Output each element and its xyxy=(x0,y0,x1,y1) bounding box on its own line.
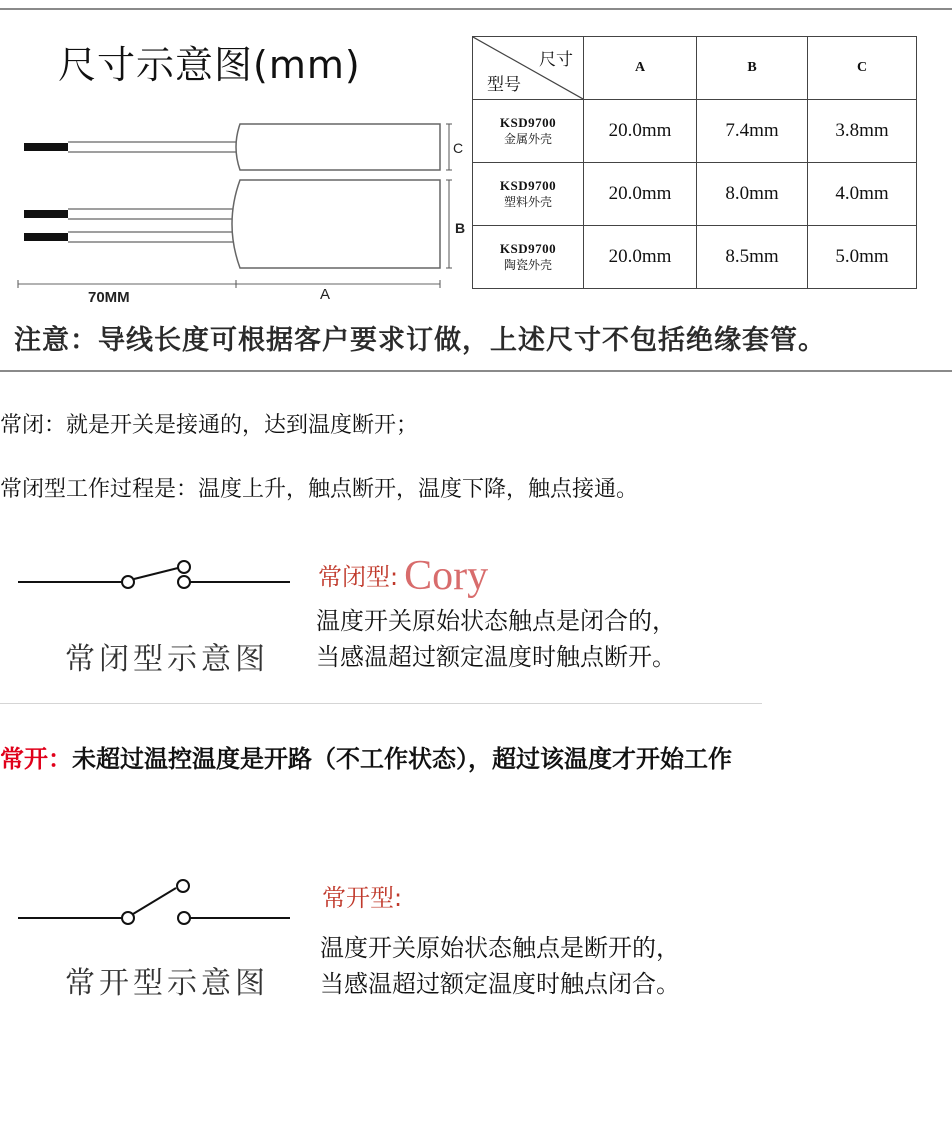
wire-mid-black xyxy=(24,210,68,218)
nc-process: 常闭型工作过程是：温度上升，触点断开，温度下降，触点接通。 xyxy=(0,477,639,502)
value-b: 7.4mm xyxy=(697,100,808,163)
value-a: 20.0mm xyxy=(584,163,697,226)
no-definition-block xyxy=(0,736,945,782)
spec-table xyxy=(472,36,917,289)
no-desc-line1: 温度开关原始状态触点是断开的， xyxy=(320,934,680,962)
nc-definition: 常闭：就是开关是接通的，达到温度断开； xyxy=(0,413,419,438)
label-b: B xyxy=(455,220,466,236)
model-code: KSD9700 xyxy=(499,241,557,256)
model-cell xyxy=(473,163,584,226)
table-corner-header xyxy=(473,37,584,100)
table-header-row xyxy=(473,37,917,100)
component-drawing xyxy=(0,100,475,310)
nc-diagram-caption: 常闭型示意图 xyxy=(65,642,269,677)
panel-divider xyxy=(0,370,952,372)
table-row xyxy=(473,163,917,226)
no-definition: 未超过温控温度是开路（不工作状态），超过该温度才开始工作 xyxy=(72,744,732,773)
small-body xyxy=(236,124,440,170)
nc-title: 常闭型: xyxy=(318,563,399,591)
large-body xyxy=(232,180,440,268)
nc-switch-symbol xyxy=(10,548,300,628)
value-c: 4.0mm xyxy=(808,163,917,226)
label-c: C xyxy=(453,140,464,156)
column-header-b: B xyxy=(697,37,808,100)
model-cell xyxy=(473,100,584,163)
dimension-title: 尺寸示意图(mm) xyxy=(58,43,361,87)
model-code: KSD9700 xyxy=(499,115,557,130)
dimension-note: 注意：导线长度可根据客户要求订做，上述尺寸不包括绝缘套管。 xyxy=(14,325,826,356)
label-a: A xyxy=(320,286,331,303)
nc-title-line xyxy=(318,552,488,600)
table-row xyxy=(473,100,917,163)
section-divider xyxy=(0,703,762,704)
wire-low-black xyxy=(24,233,68,241)
value-a: 20.0mm xyxy=(584,100,697,163)
dimension-panel xyxy=(0,0,952,372)
value-b: 8.5mm xyxy=(697,226,808,289)
no-diagram-caption: 常开型示意图 xyxy=(65,966,269,1001)
model-cell xyxy=(473,226,584,289)
no-label: 常开： xyxy=(0,744,72,773)
label-70mm: 70MM xyxy=(88,289,130,306)
no-switch-diagram xyxy=(10,872,300,1022)
no-description xyxy=(320,930,680,1002)
nc-desc-line2: 当感温超过额定温度时触点断开。 xyxy=(316,643,676,671)
nc-switch-diagram xyxy=(10,548,300,698)
model-code: KSD9700 xyxy=(499,178,557,193)
header-model: 型号 xyxy=(487,75,521,95)
model-material: 塑料外壳 xyxy=(503,195,552,209)
column-header-c: C xyxy=(808,37,917,100)
brand-name: Cory xyxy=(404,553,489,599)
wire-top-black xyxy=(24,143,68,151)
nc-desc-line1: 温度开关原始状态触点是闭合的， xyxy=(316,607,676,635)
model-material: 金属外壳 xyxy=(503,132,552,146)
top-divider xyxy=(0,8,952,10)
table-row xyxy=(473,226,917,289)
no-title: 常开型: xyxy=(322,884,403,912)
no-desc-line2: 当感温超过额定温度时触点闭合。 xyxy=(320,970,680,998)
model-material: 陶瓷外壳 xyxy=(503,258,552,272)
header-size: 尺寸 xyxy=(539,50,573,70)
value-c: 5.0mm xyxy=(808,226,917,289)
value-c: 3.8mm xyxy=(808,100,917,163)
value-a: 20.0mm xyxy=(584,226,697,289)
no-switch-symbol xyxy=(10,872,300,952)
column-header-a: A xyxy=(584,37,697,100)
nc-description xyxy=(316,603,676,675)
value-b: 8.0mm xyxy=(697,163,808,226)
